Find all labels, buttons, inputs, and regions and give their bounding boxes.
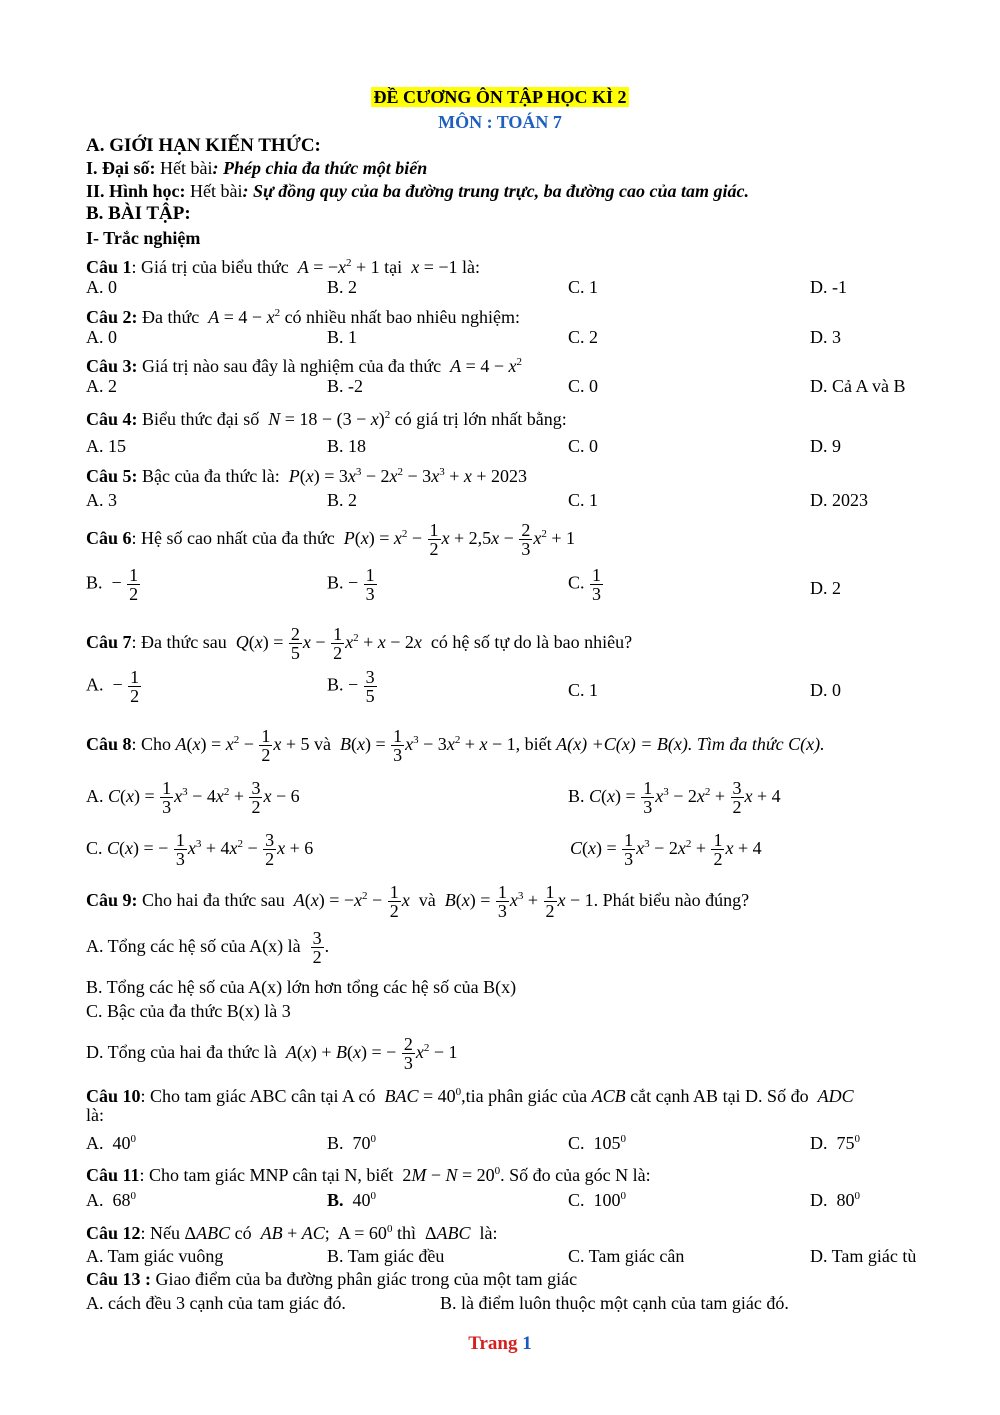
- option-c[interactable]: C. $105^0$: [568, 1133, 627, 1153]
- option-c[interactable]: C. 1: [568, 277, 599, 297]
- option-b[interactable]: B. $70^0$: [327, 1133, 377, 1153]
- question-6: Câu 6: Hệ số cao nhất của đa thức $P(x) = x^2$ − $\frac{1}{2}$ x + 2,5x − $\frac{2}{3}$ $x^2 + 1$: [86, 520, 575, 560]
- option-b[interactable]: B. 18: [327, 436, 367, 456]
- section-a-heading: A. GIỚI HẠN KIẾN THỨC:: [86, 135, 321, 156]
- option-d[interactable]: D. Cả A và B: [810, 376, 906, 396]
- option-d[interactable]: D. $80^0$: [810, 1190, 860, 1210]
- section-b-heading: B. BÀI TẬP:: [86, 203, 191, 224]
- question-8-option-c[interactable]: C. C(x) = − $\frac{1}{3}$ $x^3 + 4x^2$ − $\frac{3}{2}$ x + 6: [86, 830, 314, 870]
- option-d[interactable]: D. 3: [810, 327, 841, 347]
- option-a[interactable]: A. 3: [86, 490, 117, 510]
- question-13: Câu 13 : Giao điểm của ba đường phân giác trong của một tam giác: [86, 1269, 578, 1289]
- part-multiple-choice: I- Trắc nghiệm: [86, 228, 201, 248]
- option-c[interactable]: C. 1: [568, 680, 599, 700]
- question-9-option-d[interactable]: D. Tổng của hai đa thức là A(x) + B(x) = − $\frac{2}{3}$ $x^2 - 1$: [86, 1034, 458, 1074]
- option-b[interactable]: B. $40^0$: [327, 1190, 377, 1210]
- question-13-option-a[interactable]: A. cách đều 3 cạnh của tam giác đó.: [86, 1293, 346, 1313]
- question-12-options: [86, 1244, 966, 1270]
- option-a[interactable]: A. 15: [86, 436, 126, 456]
- question-7: Câu 7: Đa thức sau Q(x) = $\frac{2}{5}$ x − $\frac{1}{2}$ $x^2 + x - 2x$ có hệ số tự do là bao nhiêu?: [86, 624, 633, 664]
- question-1-options: [86, 275, 966, 301]
- question-9: Câu 9: Cho hai đa thức sau $A(x) = -x^2$ − $\frac{1}{2}$ x và B(x) = $\frac{1}{3}$ $x^3$ + $\frac{1}{2}$ x − 1. Phát biểu nào đúng?: [86, 882, 750, 922]
- option-b[interactable]: B. 1: [327, 327, 358, 347]
- question-9-option-c[interactable]: C. Bậc của đa thức B(x) là 3: [86, 1001, 291, 1021]
- page-footer: Trang 1: [468, 1333, 532, 1354]
- option-c[interactable]: C. 1: [568, 490, 599, 510]
- question-9-option-a[interactable]: A. Tổng các hệ số của A(x) là $\frac{3}{2}$ .: [86, 928, 330, 968]
- option-a[interactable]: A. 0: [86, 327, 117, 347]
- doc-title: ĐỀ CƯƠNG ÔN TẬP HỌC KÌ 2: [373, 87, 627, 107]
- option-a[interactable]: A. 0: [86, 277, 117, 297]
- option-b[interactable]: B. − $\frac{3}{5}$: [327, 667, 375, 706]
- algebra-limit: I. Đại số: Hết bài: Phép chia đa thức một biến: [86, 158, 428, 178]
- question-7-options: [86, 668, 966, 712]
- option-d[interactable]: D. 0: [810, 680, 841, 700]
- doc-subject: MÔN : TOÁN 7: [438, 112, 562, 132]
- question-11-options: [86, 1184, 966, 1210]
- question-11: Câu 11: Cho tam giác MNP cân tại N, biết $2M - N = 20^0$. Số đo của góc N là:: [86, 1165, 651, 1185]
- option-d[interactable]: D. 2: [810, 578, 841, 598]
- question-10-options: [86, 1127, 966, 1153]
- option-d[interactable]: D. $75^0$: [810, 1133, 860, 1153]
- question-1: Câu 1: Giá trị của biểu thức $A = -x^2 + 1$ tại x = −1 là:: [86, 257, 480, 277]
- question-5-options: [86, 488, 966, 514]
- option-c[interactable]: C. $100^0$: [568, 1190, 627, 1210]
- option-b[interactable]: B. 2: [327, 277, 358, 297]
- option-c[interactable]: C. $\frac{1}{3}$: [568, 565, 602, 604]
- option-d[interactable]: D. Tam giác tù: [810, 1246, 917, 1266]
- option-b[interactable]: B. 2: [327, 490, 358, 510]
- option-b[interactable]: B. Tam giác đều: [327, 1246, 445, 1266]
- question-2-options: [86, 325, 966, 351]
- option-d[interactable]: D. 9: [810, 436, 841, 456]
- geometry-limit: II. Hình học: Hết bài: Sự đồng quy của ba đường trung trực, ba đường cao của tam giác.: [86, 181, 750, 201]
- option-a[interactable]: A. Tam giác vuông: [86, 1246, 224, 1266]
- option-a[interactable]: A. 2: [86, 376, 117, 396]
- option-c[interactable]: C. 0: [568, 436, 599, 456]
- option-a[interactable]: A. $40^0$: [86, 1133, 136, 1153]
- option-b[interactable]: B. -2: [327, 376, 363, 396]
- question-8-option-b[interactable]: B. C(x) = $\frac{1}{3}$ $x^3 - 2x^2$ + $\frac{3}{2}$ x + 4: [568, 778, 781, 818]
- option-a[interactable]: B. − $\frac{1}{2}$: [86, 565, 139, 604]
- question-3: Câu 3: Giá trị nào sau đây là nghiệm của đa thức $A = 4 - x^2$: [86, 356, 522, 376]
- option-d[interactable]: D. -1: [810, 277, 847, 297]
- option-b[interactable]: B. − $\frac{1}{3}$: [327, 565, 375, 604]
- question-4-options: [86, 434, 966, 460]
- option-c[interactable]: C. 0: [568, 376, 599, 396]
- question-6-options: [86, 566, 966, 610]
- question-12: Câu 12: Nếu ΔABC có AB + AC; $A = 60^0$ thì ΔABC là:: [86, 1223, 498, 1243]
- question-4: Câu 4: Biểu thức đại số $N = 18 - (3 - x)^2$ có giá trị lớn nhất bằng:: [86, 409, 567, 429]
- question-10-line2: là:: [86, 1105, 104, 1125]
- question-8-option-a[interactable]: A. C(x) = $\frac{1}{3}$ $x^3 - 4x^2$ + $\frac{3}{2}$ x − 6: [86, 778, 300, 818]
- question-10: Câu 10: Cho tam giác ABC cân tại A có BAC = $40^0,tia$ phân giác của ACB cắt cạnh AB tại D. Số đo ADC: [86, 1086, 854, 1106]
- question-8-option-d[interactable]: C(x) = $\frac{1}{3}$ $x^3 - 2x^2$ + $\frac{1}{2}$ x + 4: [570, 830, 762, 870]
- option-c[interactable]: C. 2: [568, 327, 599, 347]
- question-2: Câu 2: Đa thức $A = 4 - x^2$ có nhiều nhất bao nhiêu nghiệm:: [86, 307, 521, 327]
- question-3-options: [86, 374, 966, 400]
- option-a[interactable]: A. $68^0$: [86, 1190, 136, 1210]
- question-13-option-b[interactable]: B. là điểm luôn thuộc một cạnh của tam giác đó.: [440, 1293, 789, 1313]
- option-c[interactable]: C. Tam giác cân: [568, 1246, 685, 1266]
- option-d[interactable]: D. 2023: [810, 490, 868, 510]
- question-9-option-b[interactable]: B. Tổng các hệ số của A(x) lớn hơn tổng các hệ số của B(x): [86, 977, 517, 997]
- question-5: Câu 5: Bậc của đa thức là: $P(x) = 3x^3 - 2x^2 - 3x^3 + x + 2023$: [86, 466, 527, 486]
- question-8: Câu 8: Cho $A(x) = x^2$ − $\frac{1}{2}$ x + 5 và B(x) = $\frac{1}{3}$ $x^3 - 3x^2 + x - 1$, biết A(x) +C(x) = B(x). Tìm đa thức C(x).: [86, 726, 825, 766]
- option-a[interactable]: A. − $\frac{1}{2}$: [86, 667, 140, 706]
